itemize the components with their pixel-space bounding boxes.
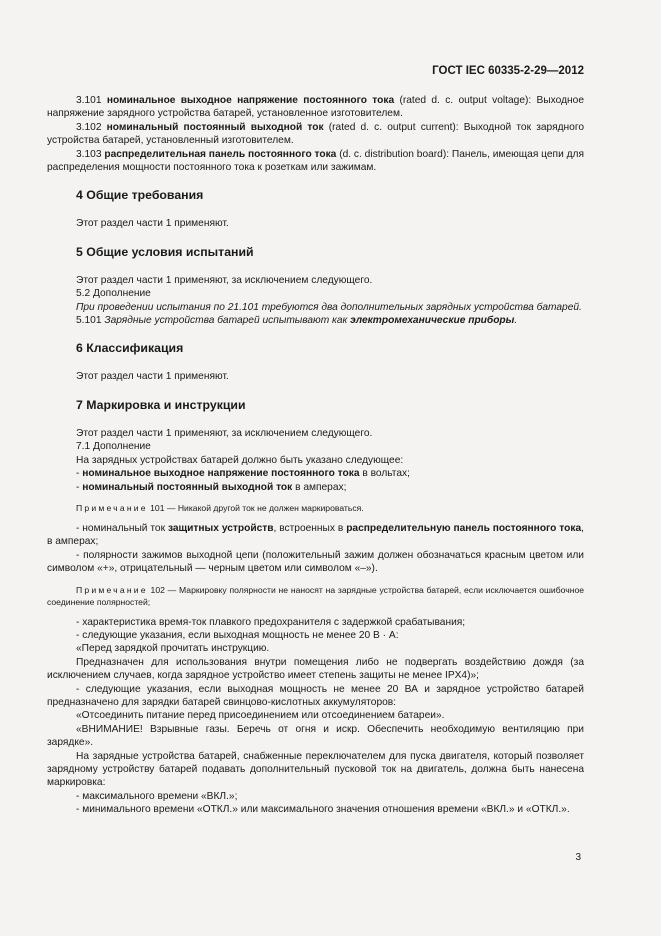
- defined-term: защитных устройств: [167, 522, 274, 534]
- section-7-heading: 7 Маркировка и инструкции: [76, 397, 246, 412]
- section-6-heading: 6 Классификация: [76, 341, 184, 356]
- section-5-2-heading: 5.2 Дополнение: [76, 288, 151, 300]
- defined-term: распределительную панель постоянного тока: [346, 522, 582, 534]
- defined-term: номинальное выходное напряжение постоянного тока: [106, 95, 395, 106]
- section-5-heading: 5 Общие условия испытаний: [76, 244, 254, 259]
- quoted-text: «ВНИМАНИЕ! Взрывные газы. Беречь от огня и искр. Обеспечить необходимую вентиляцию при зарядке».: [47, 723, 584, 749]
- quoted-text: Предназначен для использования внутри помещения либо не подвергать воздействию дождя (за исключением случаев, когда зарядное устройство имеет степень защиты не менее IPX4)»;: [47, 656, 584, 682]
- clause-text: Зарядные устройства батарей испытывают как: [104, 315, 351, 327]
- defined-term: распределительная панель постоянного тока: [104, 148, 337, 160]
- list-item: - максимального времени «ВКЛ.»;: [76, 790, 238, 802]
- clause-end: .: [514, 315, 518, 327]
- note-102: [47, 584, 584, 608]
- list-item: [47, 522, 584, 549]
- definition-text: (d. c. distribution board): Панель, имеющая цепи для распределения мощности постоянного тока к розеткам или зажимам.: [47, 148, 585, 174]
- definition-text: (rated d. c. output voltage): Выходное напряжение зарядного устройства батарей, установленное изготовителем.: [47, 95, 584, 120]
- paragraph: На зарядные устройства батарей, снабженные переключателем для пуска двигателя, который позволяет зарядному устройству батарей подавать дополнительный пусковой ток на двигатель, должна быть нанесена маркировка:: [47, 750, 584, 789]
- bullet: -: [76, 468, 83, 480]
- quoted-text: «Отсоединить питание перед присоединением или отсоединением батареи».: [76, 710, 445, 722]
- page-content: [47, 94, 584, 817]
- list-item: [47, 481, 584, 494]
- definition-text: (rated d. c. output current): Выходной ток зарядного устройства батарей, установленный изготовителем.: [47, 121, 584, 147]
- note-text: 101 — Никакой другой ток не должен маркироваться.: [147, 502, 364, 513]
- list-item: [47, 467, 584, 480]
- clause-number: 5.101: [76, 315, 105, 327]
- defined-term: номинальный постоянный выходной ток: [106, 121, 324, 133]
- list-item: - минимального времени «ОТКЛ.» или максимального значения отношения времени «ВКЛ.» и «ОТКЛ.».: [76, 804, 570, 816]
- item-text: , встроенных в: [273, 522, 347, 534]
- section-5-2-italic: При проведении испытания по 21.101 требуются два дополнительных зарядных устройства батарей.: [76, 301, 582, 313]
- list-item: - характеристика время-ток плавкого предохранителя с задержкой срабатывания;: [76, 616, 466, 628]
- note-label: Примечание: [76, 502, 148, 513]
- note-label: Примечание: [76, 584, 148, 595]
- section-4-heading: 4 Общие требования: [76, 188, 204, 203]
- defined-term: электромеханические приборы: [350, 315, 515, 327]
- defined-term: номинальный постоянный выходной ток: [82, 481, 293, 493]
- definition-3-103: [47, 148, 584, 175]
- section-7-1-heading: 7.1 Дополнение: [76, 441, 151, 453]
- section-6-text: Этот раздел части 1 применяют.: [76, 371, 229, 383]
- quoted-text: «Перед зарядкой прочитать инструкцию.: [76, 643, 270, 655]
- note-text: 102 — Маркировку полярности не наносят на зарядные устройства батарей, если исключается ошибочное соединение полярностей;: [47, 584, 584, 607]
- definition-3-101: [47, 94, 584, 121]
- list-item: - следующие указания, если выходная мощность не менее 20 ВА и зарядное устройство батарей предназначено для зарядки батарей свинцово-кислотных аккумуляторов:: [47, 683, 584, 708]
- item-text: в вольтах;: [359, 468, 410, 480]
- clause-number: 3.102: [76, 121, 107, 133]
- defined-term: номинальное выходное напряжение постоянного тока: [82, 468, 360, 480]
- item-text: в амперах;: [292, 481, 347, 493]
- clause-number: 3.101: [76, 95, 107, 106]
- definition-3-102: [47, 121, 584, 148]
- bullet: -: [76, 481, 83, 493]
- section-7-text: Этот раздел части 1 применяют, за исключением следующего.: [76, 427, 373, 439]
- section-7-1-intro: На зарядных устройствах батарей должно быть указано следующее:: [76, 454, 404, 466]
- clause-number: 3.103: [76, 148, 105, 160]
- clause-5-101: [47, 314, 584, 327]
- list-item: - полярности зажимов выходной цепи (положительный зажим должен обозначаться красным цветом или символом «+», отрицательный — черным цветом или символом «–»).: [47, 549, 584, 575]
- section-5-text: Этот раздел части 1 применяют, за исключением следующего.: [76, 274, 373, 286]
- standard-header: ГОСТ IEC 60335-2-29—2012: [432, 65, 584, 77]
- section-4-text: Этот раздел части 1 применяют.: [76, 218, 229, 230]
- item-text: , в амперах;: [47, 522, 584, 548]
- item-text: - номинальный ток: [76, 522, 168, 534]
- note-101: [47, 502, 584, 514]
- list-item: - следующие указания, если выходная мощность не менее 20 В · А:: [76, 629, 399, 641]
- page-number: 3: [575, 852, 581, 863]
